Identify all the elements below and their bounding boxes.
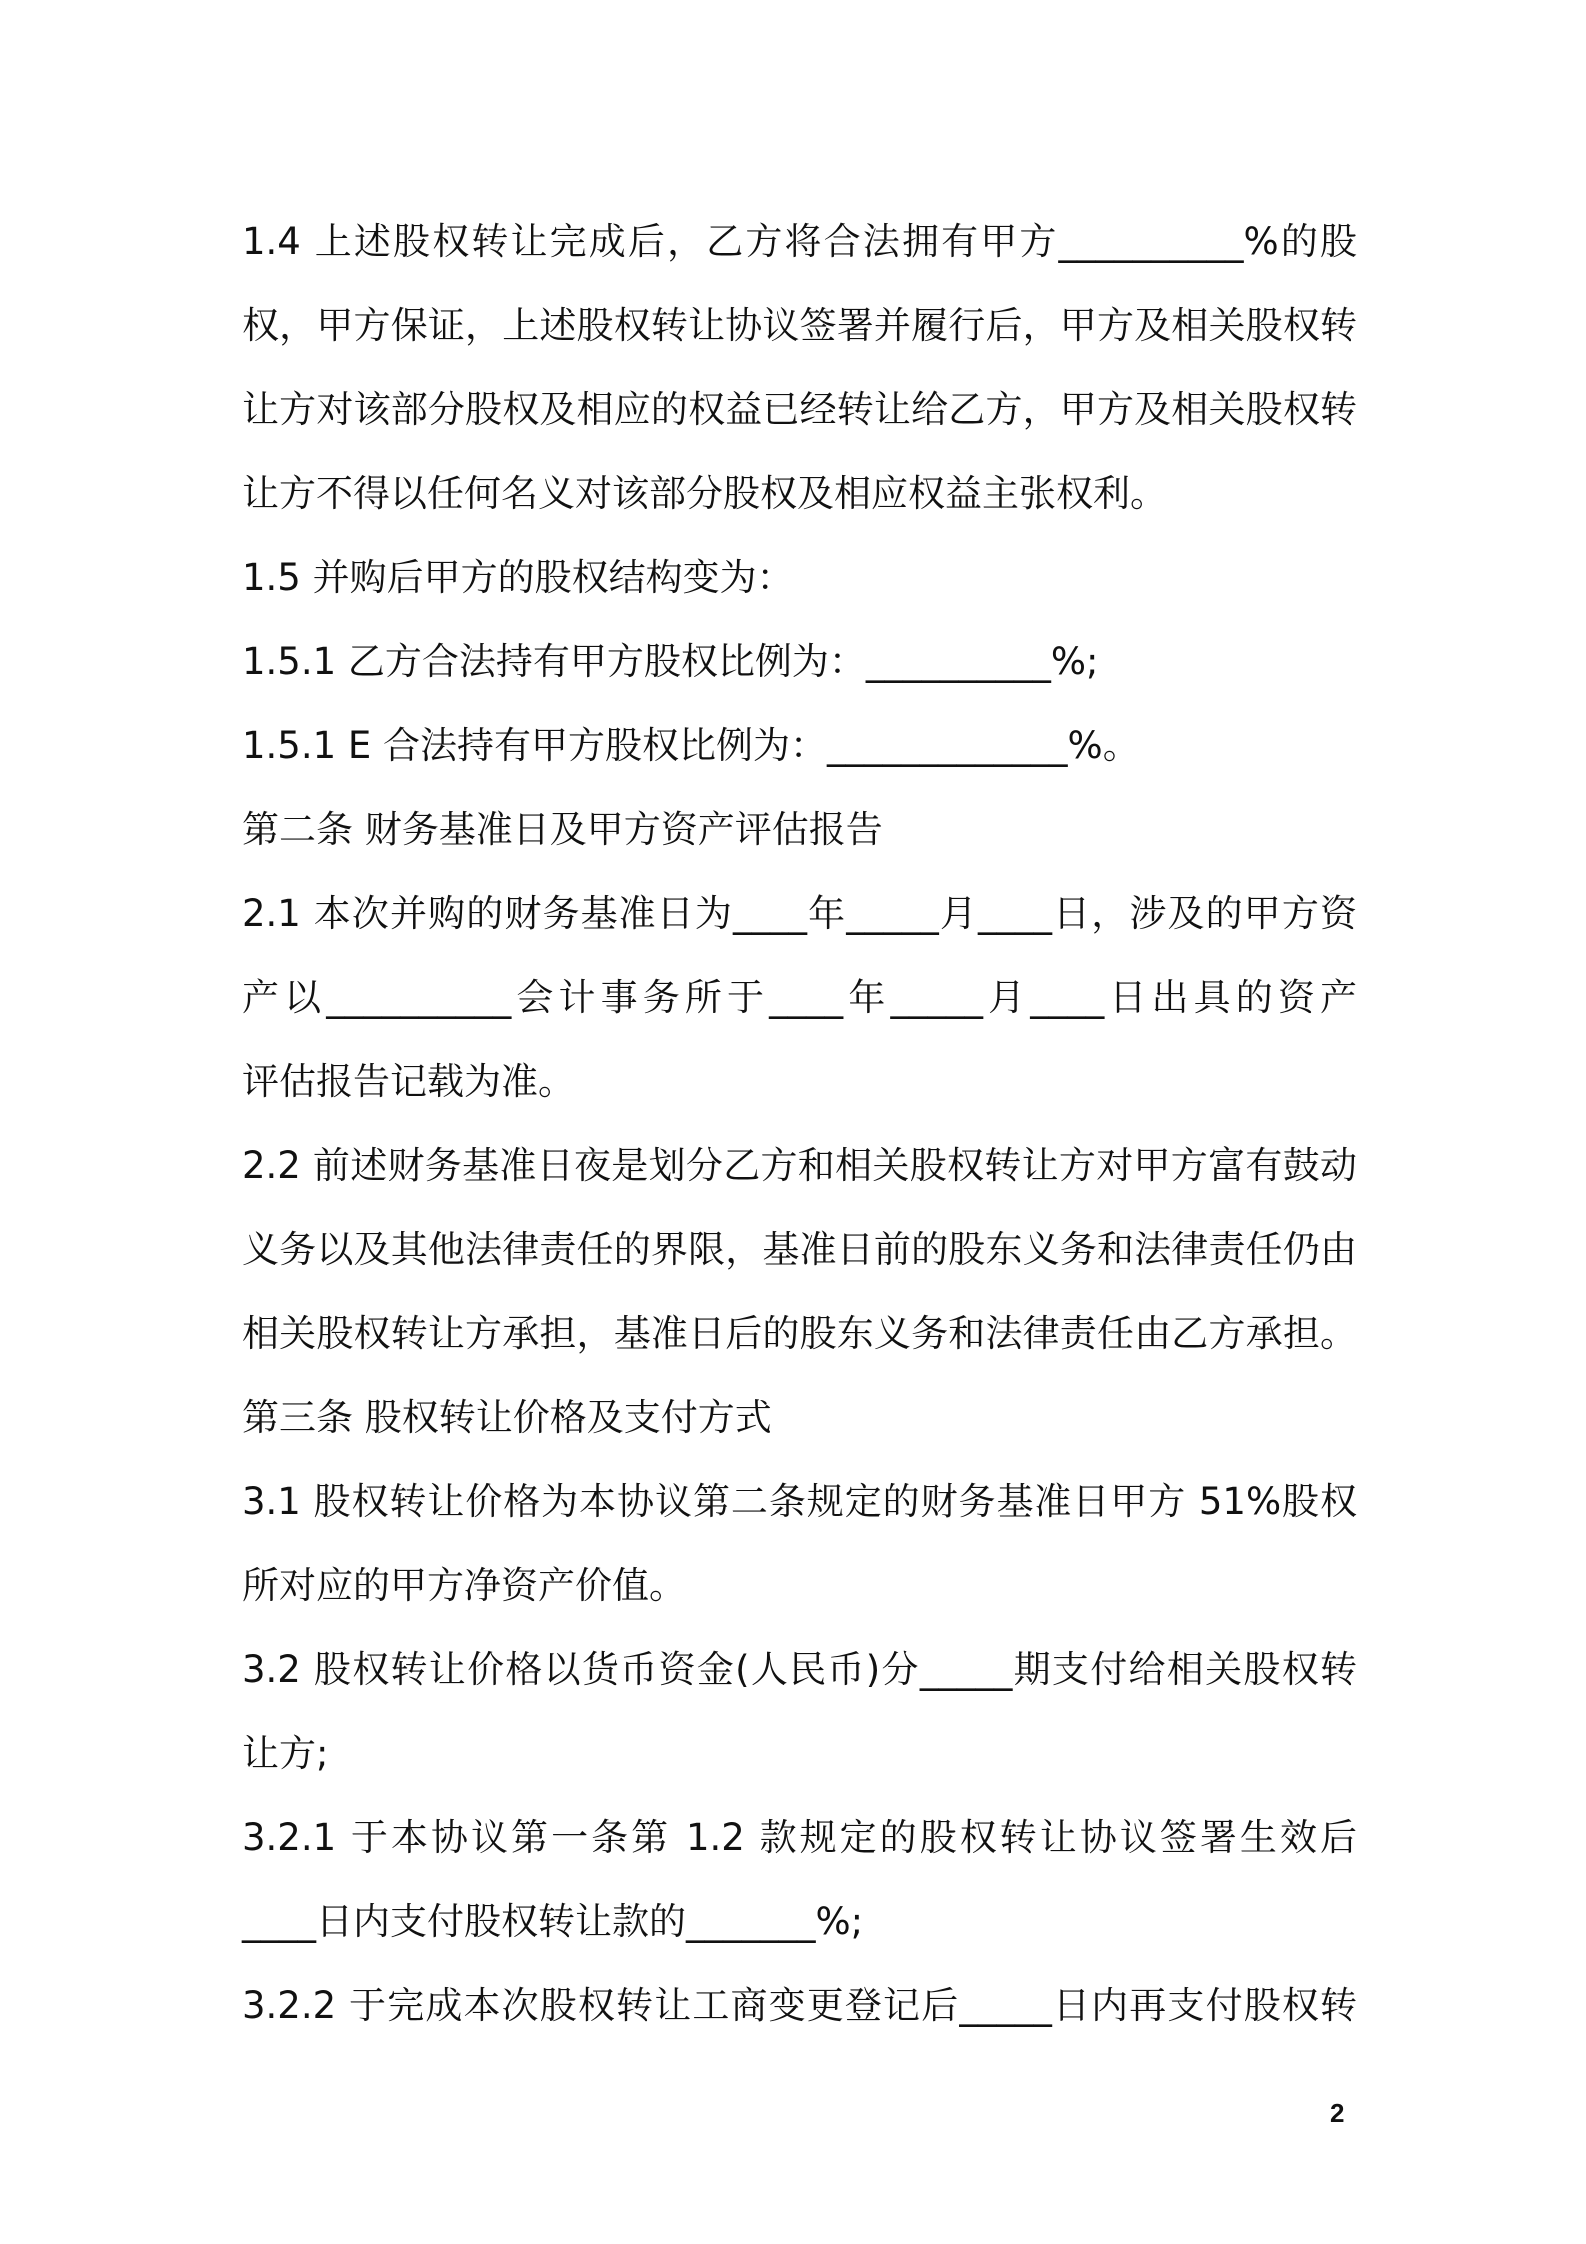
text-line: 1.5.1 E 合法持有甲方股权比例为：_____________%。 (242, 724, 1140, 767)
text-line: 权，甲方保证，上述股权转让协议签署并履行后，甲方及相关股权转 (242, 304, 1357, 347)
text-line: 3.2 股权转让价格以货币资金(人民币)分_____期支付给相关股权转 (242, 1648, 1357, 1691)
text-line: 让方; (242, 1732, 329, 1775)
body-text (242, 200, 1357, 2048)
text-line: 第二条 财务基准日及甲方资产评估报告 (242, 808, 883, 851)
text-line: 让方对该部分股权及相应的权益已经转让给乙方，甲方及相关股权转 (242, 388, 1357, 431)
text-line: 2.2 前述财务基准日夜是划分乙方和相关股权转让方对甲方富有鼓动 (242, 1144, 1357, 1187)
text-line: 所对应的甲方净资产价值。 (242, 1564, 686, 1607)
page-number: 2 (1330, 2098, 1345, 2128)
text-line: 2.1 本次并购的财务基准日为____年_____月____日，涉及的甲方资 (242, 892, 1357, 935)
text-line: 让方不得以任何名义对该部分股权及相应权益主张权利。 (242, 472, 1167, 515)
text-line: 相关股权转让方承担，基准日后的股东义务和法律责任由乙方承担。 (242, 1312, 1357, 1355)
text-line: 评估报告记载为准。 (242, 1060, 575, 1103)
text-line: ____日内支付股权转让款的_______%; (242, 1900, 864, 1943)
text-line: 3.2.2 于完成本次股权转让工商变更登记后_____日内再支付股权转 (242, 1984, 1357, 2027)
text-line: 3.1 股权转让价格为本协议第二条规定的财务基准日甲方 51%股权 (242, 1480, 1357, 1523)
text-line: 义务以及其他法律责任的界限，基准日前的股东义务和法律责任仍由 (242, 1228, 1357, 1271)
text-line: 产以__________会计事务所于____年_____月____日出具的资产 (242, 976, 1357, 1019)
text-line: 1.5 并购后甲方的股权结构变为： (242, 556, 794, 599)
text-line: 第三条 股权转让价格及支付方式 (242, 1396, 772, 1439)
text-line: 1.4 上述股权转让完成后，乙方将合法拥有甲方__________%的股 (242, 220, 1357, 263)
text-line: 3.2.1 于本协议第一条第 1.2 款规定的股权转让协议签署生效后 (242, 1816, 1357, 1859)
text-line: 1.5.1 乙方合法持有甲方股权比例为：__________%; (242, 640, 1099, 683)
